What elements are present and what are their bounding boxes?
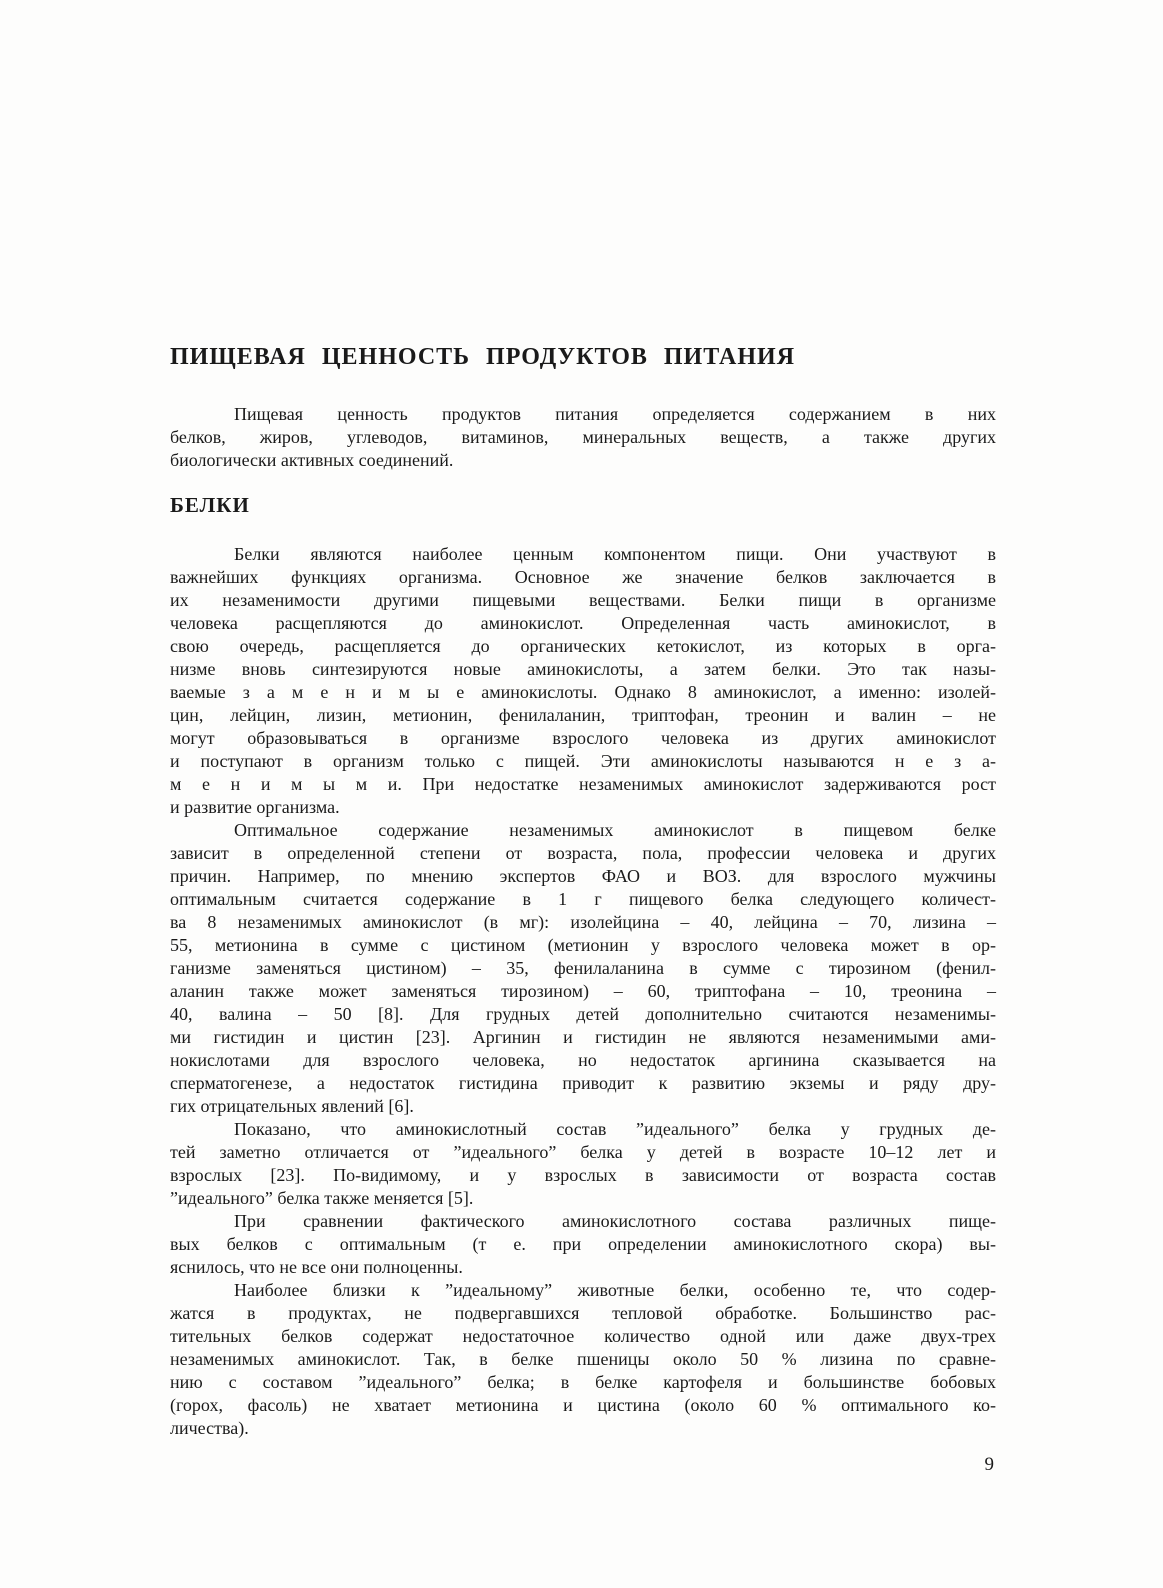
paragraph-line: м е н и м ы м и. При недостатке незаменимых аминокислот задерживаются рост (170, 774, 996, 794)
paragraph-line: гих отрицательных явлений [6]. (170, 1096, 414, 1116)
paragraph-line: ва 8 незаменимых аминокислот (в мг): изолейцина – 40, лейцина – 70, лизина – (170, 912, 996, 932)
paragraph-line: оптимальным считается содержание в 1 г пищевого белка следующего количест- (170, 889, 996, 909)
paragraph-line: сперматогенезе, а недостаток гистидина приводит к развитию экземы и ряду дру- (170, 1073, 996, 1093)
paragraph (170, 1210, 996, 1279)
paragraph-line: взрослых [23]. По-видимому, и у взрослых в зависимости от возраста состав (170, 1165, 996, 1185)
paragraph-line: Показано, что аминокислотный состав ”идеального” белка у грудных де- (234, 1119, 996, 1139)
body-text (170, 403, 996, 1440)
paragraph-line: свою очередь, расщепляется до органических кетокислот, из которых в орга- (170, 636, 996, 656)
paragraph (170, 543, 996, 819)
paragraph-line: (горох, фасоль) не хватает метионина и цистина (около 60 % оптимального ко- (170, 1395, 996, 1415)
paragraph-line: ваемые з а м е н и м ы е аминокислоты. Однако 8 аминокислот, а именно: изолей- (170, 682, 996, 702)
paragraph-line: Наиболее близки к ”идеальному” животные белки, особенно те, что содер- (234, 1280, 996, 1300)
paragraph-line: ”идеального” белка также меняется [5]. (170, 1188, 474, 1208)
paragraph-line: нокислотами для взрослого человека, но недостаток аргинина сказывается на (170, 1050, 996, 1070)
paragraph-line: Белки являются наиболее ценным компонентом пищи. Они участвуют в (234, 544, 996, 564)
paragraph-line: тей заметно отличается от ”идеального” белка у детей в возрасте 10–12 лет и (170, 1142, 996, 1162)
paragraph-line: белков, жиров, углеводов, витаминов, минеральных веществ, а также других (170, 427, 996, 447)
paragraph-line: низме вновь синтезируются новые аминокислоты, а затем белки. Это так назы- (170, 659, 996, 679)
paragraph-line: ми гистидин и цистин [23]. Аргинин и гистидин не являются незаменимыми ами- (170, 1027, 996, 1047)
paragraph-line: нию с составом ”идеального” белка; в белке картофеля и большинстве бобовых (170, 1372, 996, 1392)
paragraph-line: зависит в определенной степени от возраста, пола, профессии человека и других (170, 843, 996, 863)
paragraph-line: важнейших функциях организма. Основное же значение белков заключается в (170, 567, 996, 587)
paragraph-line: 40, валина – 50 [8]. Для грудных детей дополнительно считаются незаменимы- (170, 1004, 996, 1024)
paragraph-line: жатся в продуктах, не подвергавшихся тепловой обработке. Большинство рас- (170, 1303, 996, 1323)
paragraph-line: личества). (170, 1418, 249, 1438)
paragraph-line: вых белков с оптимальным (т е. при определении аминокислотного скора) вы- (170, 1234, 996, 1254)
paragraph-line: и поступают в организм только с пищей. Эти аминокислоты называются н е з а- (170, 751, 996, 771)
section-heading: БЕЛКИ (170, 493, 250, 517)
paragraph-line: биологически активных соединений. (170, 450, 454, 470)
text-column (170, 0, 996, 1476)
paragraph-line: тительных белков содержат недостаточное количество одной или даже двух-трех (170, 1326, 996, 1346)
paragraph-line: и развитие организма. (170, 797, 340, 817)
paragraph-line: могут образовываться в организме взрослого человека из других аминокислот (170, 728, 996, 748)
paragraph-line: Оптимальное содержание незаменимых аминокислот в пищевом белке (234, 820, 996, 840)
paragraph-line: аланин также может заменяться тирозином) – 60, триптофана – 10, треонина – (170, 981, 996, 1001)
paragraph-line: Пищевая ценность продуктов питания определяется содержанием в них (234, 404, 996, 424)
paragraph (170, 403, 996, 472)
page-number: 9 (984, 1454, 994, 1475)
paragraph-line: ганизме заменяться цистином) – 35, фенилаланина в сумме с тирозином (фенил- (170, 958, 996, 978)
paragraph (170, 1279, 996, 1440)
paragraph-line: яснилось, что не все они полноценны. (170, 1257, 463, 1277)
paragraph-line: цин, лейцин, лизин, метионин, фенилаланин, триптофан, треонин и валин – не (170, 705, 996, 725)
page-title: ПИЩЕВАЯ ЦЕННОСТЬ ПРОДУКТОВ ПИТАНИЯ (170, 344, 796, 370)
paragraph-line: 55, метионина в сумме с цистином (метионин у взрослого человека может в ор- (170, 935, 996, 955)
paragraph-line: человека расщепляются до аминокислот. Определенная часть аминокислот, в (170, 613, 996, 633)
paragraph (170, 1118, 996, 1210)
paragraph-line: незаменимых аминокислот. Так, в белке пшеницы около 50 % лизина по сравне- (170, 1349, 996, 1369)
paragraph-line: их незаменимости другими пищевыми веществами. Белки пищи в организме (170, 590, 996, 610)
paragraph-line: При сравнении фактического аминокислотного состава различных пище- (234, 1211, 996, 1231)
paragraph-line: причин. Например, по мнению экспертов ФАО и ВОЗ. для взрослого мужчины (170, 866, 996, 886)
paragraph (170, 819, 996, 1118)
